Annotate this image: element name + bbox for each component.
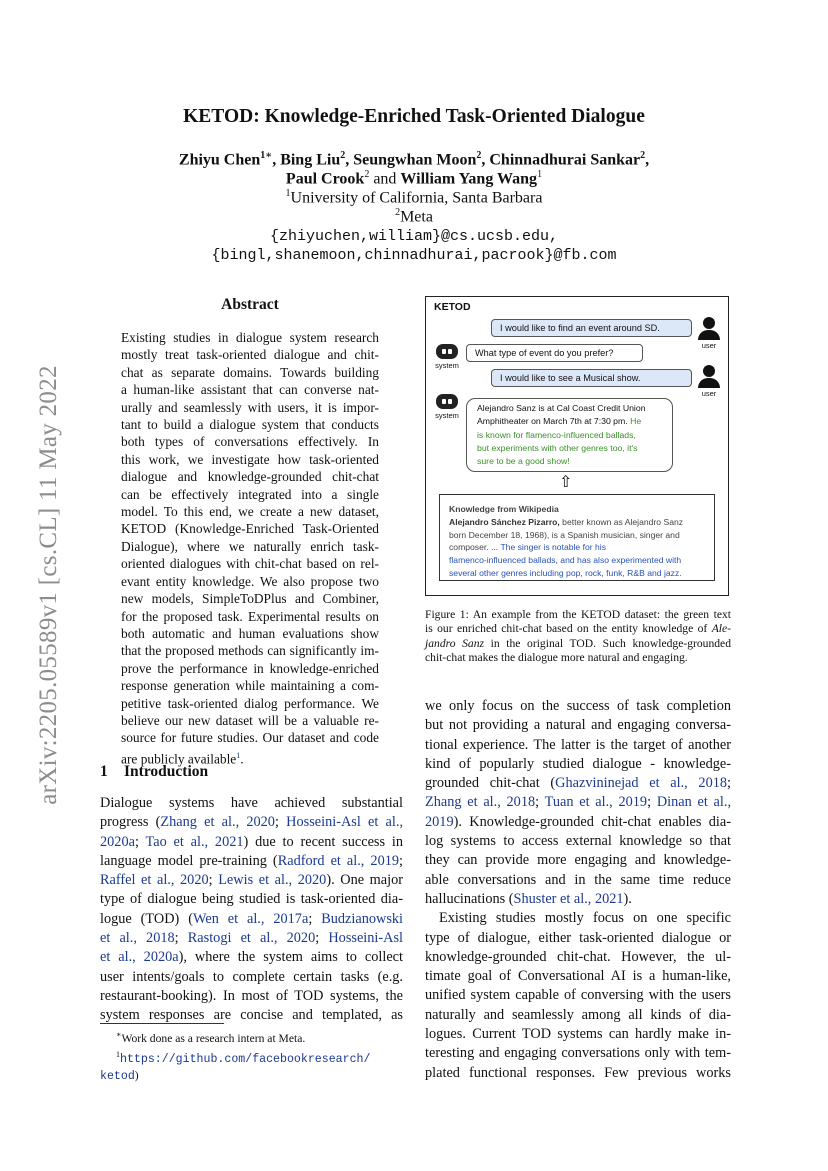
text-line: plated functional responses. Few previous works <box>425 1064 731 1081</box>
text-line: progress (Zhang et al., 2020; Hosseini-Asl et al., <box>100 814 404 831</box>
abstract-line: KETOD (Knowledge-Enriched Task-Oriented <box>121 521 379 537</box>
citation-link[interactable]: Hosseini-Asl <box>328 930 404 947</box>
knowledge-text: Alejandro Sánchez Pizarro, better known as Alejandro Sanz <box>449 516 684 527</box>
system-text: Amphitheater on March 7th at 7:30 pm. He <box>477 416 642 427</box>
citation-link[interactable]: et al., 2020a <box>100 949 179 966</box>
author-sup: 2 <box>340 150 346 161</box>
abstract-line: tant to build a dialogue system that conducts <box>121 417 379 433</box>
knowledge-text: several other genres including pop, rock, funk, R&B and jazz. <box>449 567 682 578</box>
text-line: 2019). Knowledge-grounded chit-chat enables dia- <box>425 813 731 830</box>
abstract-line: Existing studies in dialogue system research <box>121 330 379 345</box>
knowledge-text: flamenco-influenced ballads, and has also experimented with <box>449 555 682 566</box>
intro-paragraph <box>100 794 403 1026</box>
author-line-2 <box>0 169 828 188</box>
email-line-1: {zhiyuchen,william}@cs.ucsb.edu, <box>269 228 559 245</box>
knowledge-text: born December 18, 1968), is a Spanish musician, singer and <box>449 529 680 540</box>
caption-line: Figure 1: An example from the KETOD dataset: the green text <box>425 608 731 621</box>
citation-link[interactable]: Zhang et al., 2020 <box>160 814 275 831</box>
citation-link[interactable]: Hosseini-Asl et al., <box>286 814 404 831</box>
citation-link[interactable]: Tuan et al., 2019 <box>544 794 648 811</box>
system-turn-1: What type of event do you prefer? <box>466 344 643 362</box>
abstract-line: new models, SimpleToDPlus and Combiner, <box>121 591 379 607</box>
knowledge-text: composer. ... The singer is notable for his <box>449 542 607 553</box>
caption-line: chit-chat makes the dialogue more natural and engaging. <box>425 651 688 665</box>
caption-line: is our enriched chit-chat based on the entity knowledge of Ale- <box>425 622 731 636</box>
citation-link[interactable]: 2019 <box>425 813 454 830</box>
citation-link[interactable]: Shuster et al., 2021 <box>513 890 624 907</box>
text-line: timate goal of Conversational AI is a human-like, <box>425 968 731 985</box>
affiliation-2 <box>0 207 828 226</box>
author-name: William Yang Wang <box>400 170 538 188</box>
up-arrow-icon: ⇧ <box>559 474 573 491</box>
text-line: teresting and engaging conversations only with tem- <box>425 1045 731 1062</box>
system-text: Alejandro Sanz is at Cal Coast Credit Union <box>477 403 646 413</box>
affiliation-sup: 1 <box>285 188 291 199</box>
text-line: grounded chit-chat (Ghazvininejad et al., 2018; <box>425 775 731 792</box>
abstract-line: both types of conversations effectively. In <box>121 434 379 450</box>
author-sup: 2 <box>364 169 370 180</box>
text-line: they can provide more engaging and knowledge- <box>425 852 731 869</box>
citation-link[interactable]: 2020a <box>100 833 135 850</box>
citation-link[interactable]: Rastogi et al., 2020 <box>187 930 316 947</box>
text-line: restaurant-booking). In most of TOD systems, the <box>100 987 403 1004</box>
abstract-line: prove the performance in knowledge-enriched <box>121 660 379 676</box>
footnotes <box>100 1027 403 1085</box>
text-line: knowledge-grounded chit-chat. However, the ul- <box>425 948 731 965</box>
system-robot-icon: system <box>432 344 462 370</box>
author-sup: 1∗ <box>260 150 273 161</box>
text-line: 2020a; Tao et al., 2021) due to recent success in <box>100 833 403 850</box>
abstract-last-line: are publicly available$^1$. <box>121 750 244 767</box>
abstract-line: can be effectively integrated into a single <box>121 486 379 502</box>
section-title: Introduction <box>124 763 209 780</box>
text-line: Zhang et al., 2018; Tuan et al., 2019; Dinan et al., <box>425 794 732 811</box>
citation-link[interactable]: et al., 2018 <box>100 930 175 947</box>
abstract-line: believe our new dataset will be a valuable re- <box>121 712 379 728</box>
system-robot-icon: system <box>432 394 462 420</box>
citation-link[interactable]: Budzianowski <box>321 910 404 927</box>
author-name: Paul Crook <box>285 170 365 188</box>
abstract-line: evant entity knowledge. We also propose two <box>121 573 379 589</box>
abstract-line: Dialogue), where we naturally enrich task- <box>121 538 379 554</box>
email-line-2: {bingl,shanemoon,chinnadhurai,pacrook}@fb.com <box>211 247 617 264</box>
text-line: user intents/goals to complete certain tasks (e.g. <box>100 968 403 985</box>
text-line: Dialogue systems have achieved substantial <box>100 795 403 811</box>
section-number: 1 <box>100 763 108 780</box>
user-turn-1: I would like to find an event around SD. <box>491 319 692 337</box>
abstract-line: dialogue and knowledge-grounded chit-chat <box>121 469 379 485</box>
abstract-line: this work, we investigate how task-oriented <box>121 451 379 467</box>
citation-link[interactable]: Dinan et al., <box>656 794 732 811</box>
user-turn-2: I would like to see a Musical show. <box>491 369 692 387</box>
text-line: Existing studies mostly focus on one specific <box>439 910 731 927</box>
abstract-line: model. To this end, we create a new dataset, <box>121 504 379 520</box>
abstract-line: a human-like assistant that can converse nat- <box>121 382 379 398</box>
citation-link[interactable]: Ghazvininejad et al., 2018 <box>555 775 728 792</box>
user-avatar-icon: user <box>696 365 722 398</box>
affiliation-text: Meta <box>400 208 433 226</box>
text-line: log systems to access external knowledge so that <box>425 833 731 850</box>
abstract-heading: Abstract <box>221 296 279 313</box>
abstract-line: oriented dialogues with chit-chat based on rel- <box>121 556 379 572</box>
text-line: but not providing a natural and engaging conversa- <box>425 717 731 734</box>
footnote-2-cont: ketod) <box>100 1068 139 1083</box>
text-line: we only focus on the success of task completion <box>425 698 731 714</box>
abstract-line: for the proposed task. Experimental results on <box>121 608 379 624</box>
author-separator: , <box>645 151 650 169</box>
abstract-line: chat as separate domains. Towards building <box>121 364 379 380</box>
citation-link[interactable]: Tao et al., 2021 <box>145 833 244 850</box>
text-line: type of dialogue, either task-oriented dialogue or <box>425 929 731 946</box>
abstract-line: mostly treat task-oriented dialogue and chit- <box>121 347 379 363</box>
text-line: type of dialogue being studied is task-oriented dia- <box>100 891 403 908</box>
author-line-1 <box>0 150 828 169</box>
system-turn-2 <box>466 398 673 472</box>
right-column-text <box>425 697 731 1083</box>
text-line: system responses are concise and templated, as <box>100 1007 403 1024</box>
abstract-line: that the proposed methods can significantly im- <box>121 643 379 659</box>
text-line: logues. Current TOD systems can hardly make in- <box>425 1026 731 1043</box>
abstract-line: urally and seamlessly with users, it is impor- <box>121 399 379 415</box>
text-line: et al., 2020a), where the system aims to collect <box>100 949 403 966</box>
footnote-2: $^1$https://github.com/facebookresearch/ <box>116 1049 371 1066</box>
affiliation-sup: 2 <box>395 207 401 218</box>
knowledge-box <box>439 494 715 581</box>
affiliation-text: University of California, Santa Barbara <box>290 189 543 207</box>
citation-link[interactable]: Raffel et al., 2020 <box>100 872 209 889</box>
text-line: naturally and seamlessly among all kinds of dia- <box>425 1006 731 1023</box>
text-line: unified system capable of conversing with the users <box>425 987 731 1004</box>
user-avatar-icon: user <box>696 317 722 350</box>
author-name: , Seungwhan Moon <box>345 151 477 169</box>
knowledge-title: Knowledge from Wikipedia <box>449 504 559 514</box>
chitchat-text: is known for flamenco-influenced ballads, <box>477 429 636 440</box>
caption-line: jandro Sanz in the original TOD. Such knowledge-grounded <box>425 636 731 650</box>
arxiv-stamp: arXiv:2205.05589v1 [cs.CL] 11 May 2022 <box>35 365 62 805</box>
author-name: Zhiyu Chen <box>178 151 261 169</box>
figure-label: KETOD <box>434 301 471 313</box>
author-name: , Bing Liu <box>272 151 341 169</box>
citation-link[interactable]: Radford et al., 2019 <box>277 852 400 869</box>
text-line: able conversations and in the same time reduce <box>425 871 731 888</box>
figure-1 <box>425 296 729 596</box>
citation-link[interactable]: Zhang et al., 2018 <box>425 794 536 811</box>
author-sup: 2 <box>640 150 646 161</box>
abstract-body <box>121 329 379 768</box>
text-line: language model pre-training (Radford et al., 2019; <box>100 852 403 869</box>
text-line: Raffel et al., 2020; Lewis et al., 2020). One major <box>100 872 404 889</box>
text-line: tional experience. The latter is the target of another <box>425 736 731 753</box>
abstract-line: both automatic and human evaluations show <box>121 625 379 641</box>
abstract-line: response generation while maintaining a com- <box>121 678 379 694</box>
citation-link[interactable]: Wen et al., 2017a <box>193 910 309 927</box>
figure-caption <box>425 608 731 666</box>
chitchat-text: but experiments with other genres too, it's <box>477 442 638 453</box>
chitchat-text: sure to be a good show! <box>477 456 570 467</box>
footnote-1: ∗Work done as a research intern at Meta. <box>116 1030 306 1045</box>
abstract-line: petitive task-oriented dialog performance. We <box>121 695 379 711</box>
text-line: hallucinations (Shuster et al., 2021). <box>425 890 632 907</box>
paper-title: KETOD: Knowledge-Enriched Task-Oriented Dialogue <box>183 106 645 127</box>
footnote-rule <box>100 1023 224 1024</box>
author-sup: 2 <box>476 150 482 161</box>
affiliation-1 <box>0 188 828 207</box>
abstract-line: source for future studies. Our dataset and code <box>121 730 379 746</box>
author-sup: 1 <box>537 169 543 180</box>
author-conjunction: and <box>369 170 401 188</box>
text-line: et al., 2018; Rastogi et al., 2020; Hosseini-Asl <box>100 930 404 947</box>
text-line: kind of popularly studied dialogue - knowledge- <box>425 755 731 772</box>
footnote-marker[interactable]: 1 <box>236 750 241 760</box>
citation-link[interactable]: Lewis et al., 2020 <box>218 872 327 889</box>
text-line: logue (TOD) (Wen et al., 2017a; Budzianowski <box>100 910 404 927</box>
github-link[interactable]: https://github.com/facebookresearch/ <box>120 1052 371 1066</box>
section-heading <box>100 763 208 781</box>
github-link-cont[interactable]: ketod <box>100 1069 135 1083</box>
abstract-line-text: are publicly available <box>121 751 237 767</box>
author-name: , Chinnadhurai Sankar <box>481 151 641 169</box>
